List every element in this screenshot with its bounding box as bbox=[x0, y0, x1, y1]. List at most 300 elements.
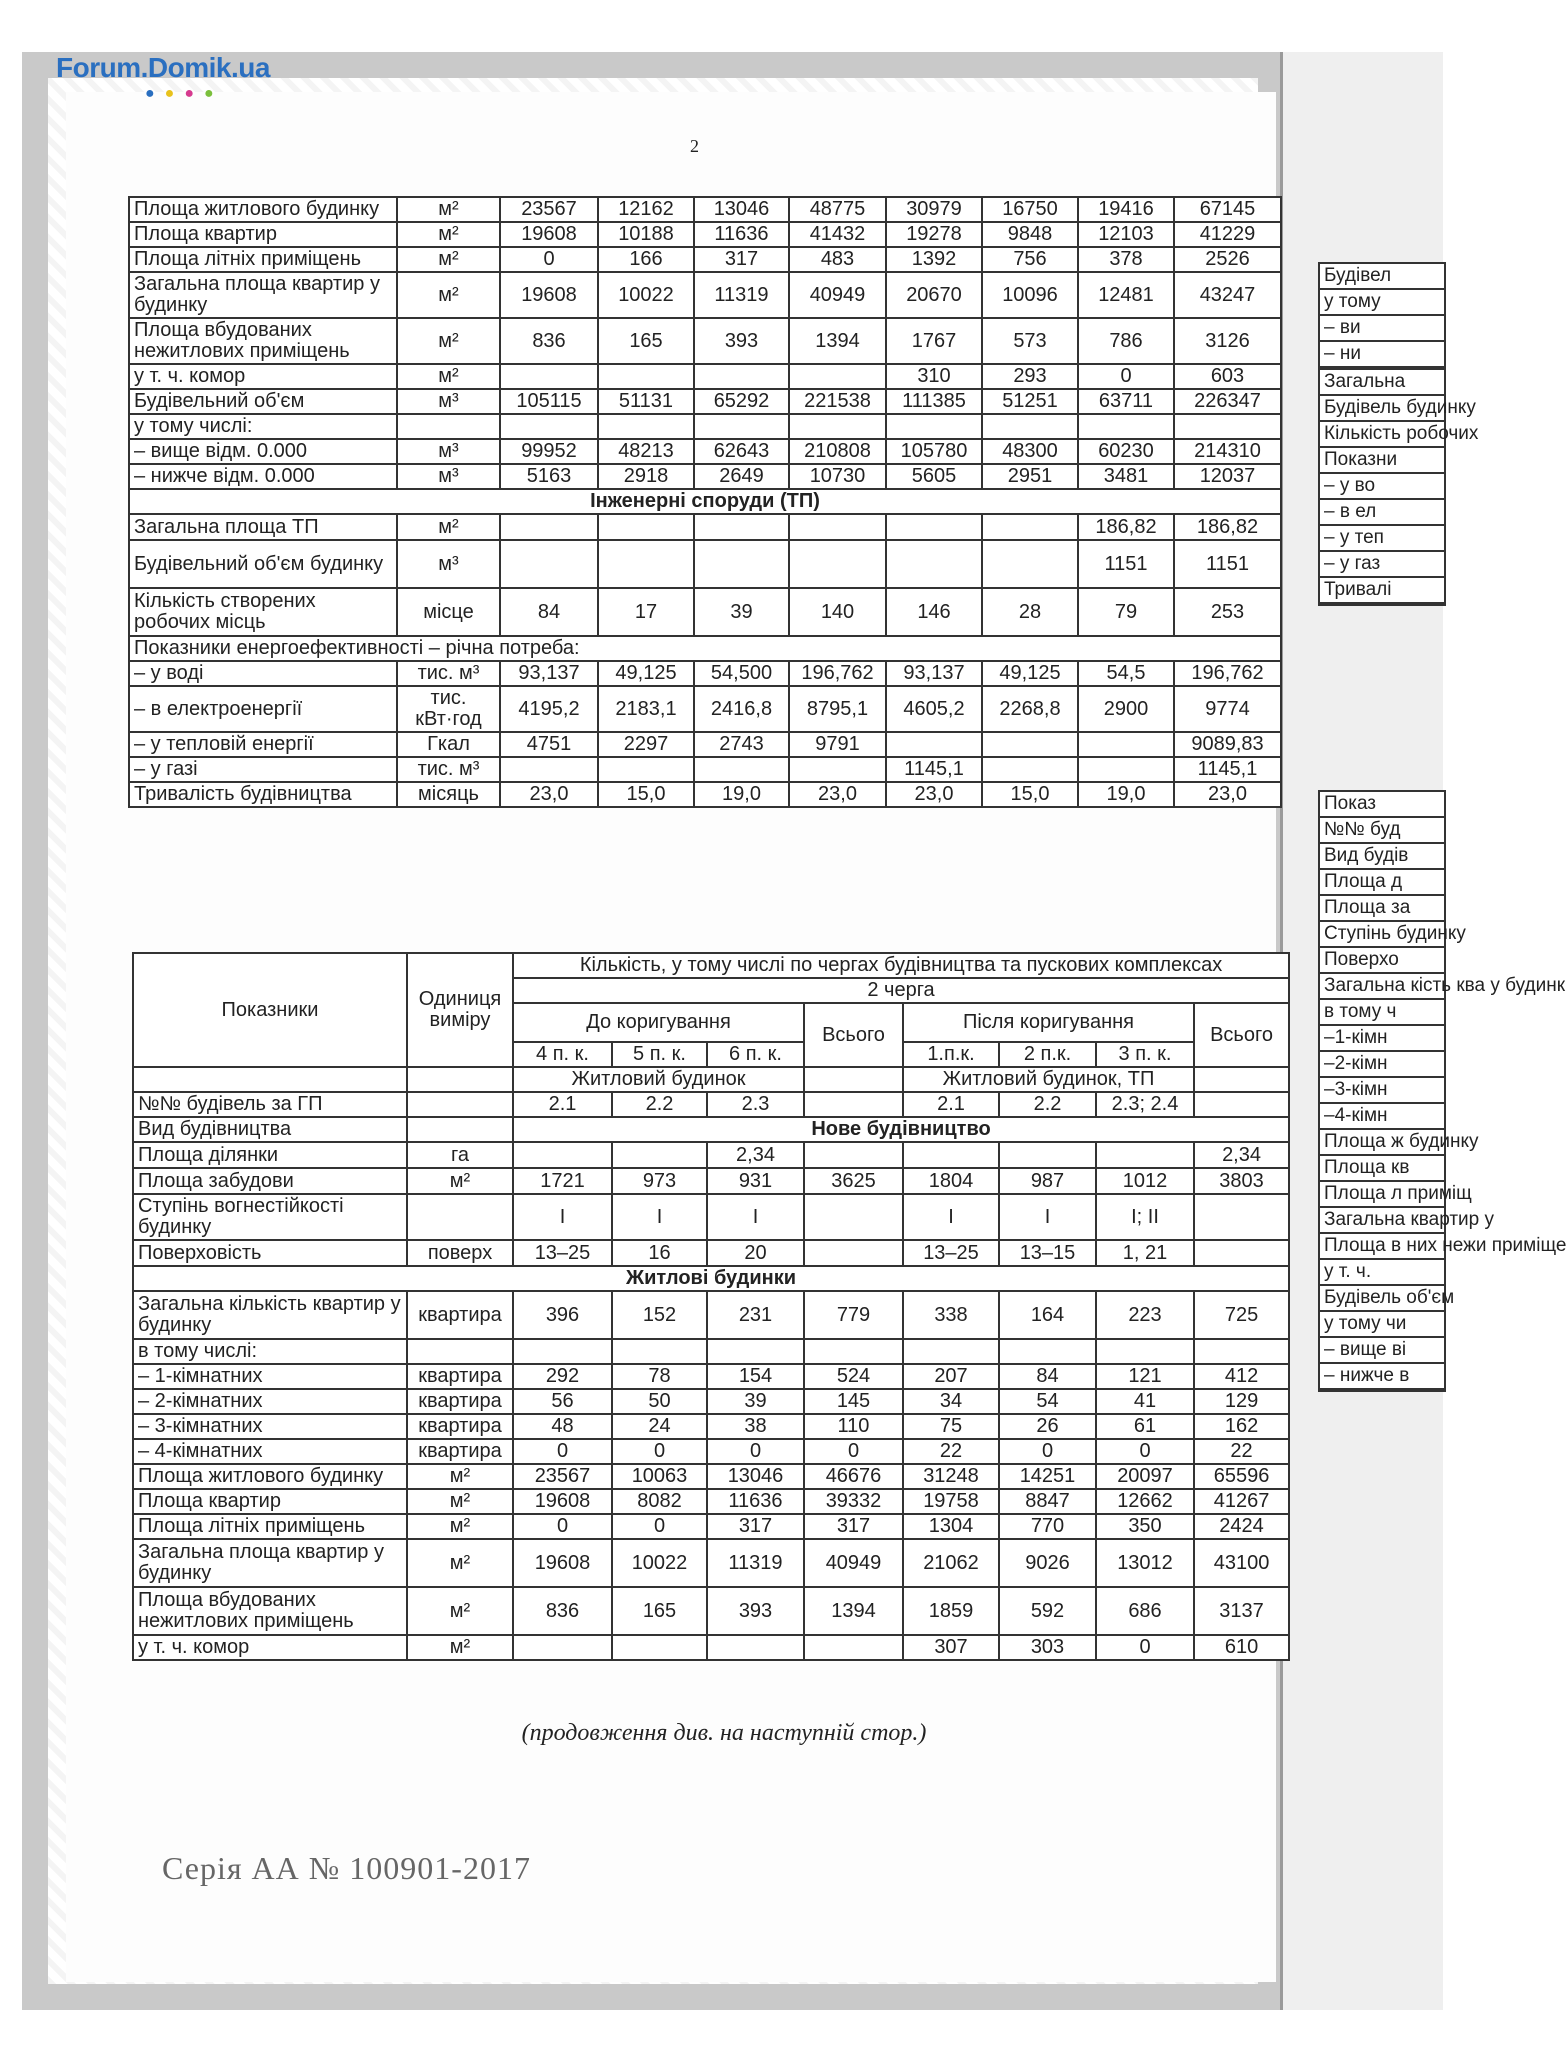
fragment-label: – у теп bbox=[1320, 526, 1444, 552]
row-unit: Гкал bbox=[397, 732, 500, 757]
table-cell: 973 bbox=[612, 1168, 707, 1194]
table-cell: 38 bbox=[707, 1414, 804, 1439]
table-cell: 196,762 bbox=[1174, 661, 1281, 686]
table-cell bbox=[694, 414, 789, 439]
table-cell bbox=[789, 757, 886, 782]
table-cell: 9026 bbox=[999, 1539, 1096, 1587]
section-row bbox=[133, 1266, 1289, 1291]
table-cell bbox=[694, 364, 789, 389]
row-unit: тис. кВт·год bbox=[397, 686, 500, 732]
table-cell: 9089,83 bbox=[1174, 732, 1281, 757]
table-cell: 31248 bbox=[903, 1464, 999, 1489]
table-cell: 393 bbox=[694, 318, 789, 364]
table-cell bbox=[1194, 1092, 1289, 1117]
table-cell bbox=[500, 414, 598, 439]
table-cell: 165 bbox=[598, 318, 694, 364]
table-cell: І bbox=[513, 1194, 612, 1240]
fragment-label: у тому bbox=[1320, 290, 1444, 316]
table-cell: 483 bbox=[789, 247, 886, 272]
table-row bbox=[133, 1142, 1289, 1168]
table-cell: 11636 bbox=[694, 222, 789, 247]
row-unit: м³ bbox=[397, 464, 500, 489]
table-row bbox=[129, 757, 1281, 782]
table-cell: 1304 bbox=[903, 1514, 999, 1539]
energy-header-row bbox=[129, 636, 1281, 661]
table-cell bbox=[513, 1339, 612, 1364]
table-cell: 186,82 bbox=[1174, 514, 1281, 540]
table-row bbox=[133, 1414, 1289, 1439]
table-cell: 79 bbox=[1078, 588, 1174, 636]
header-after: Після коригування bbox=[903, 1003, 1194, 1042]
table-cell: 1804 bbox=[903, 1168, 999, 1194]
table-cell bbox=[903, 1339, 999, 1364]
row-label: – 4-кімнатних bbox=[133, 1439, 407, 1464]
table-cell bbox=[513, 1142, 612, 1168]
table-cell: 2.1 bbox=[513, 1092, 612, 1117]
table-row bbox=[129, 588, 1281, 636]
table-row bbox=[129, 247, 1281, 272]
row-label: – вище відм. 0.000 bbox=[129, 439, 397, 464]
row-label: Площа житлового будинку bbox=[133, 1464, 407, 1489]
table-cell: 9774 bbox=[1174, 686, 1281, 732]
table-cell: 19608 bbox=[500, 272, 598, 318]
table-cell: 2.1 bbox=[903, 1092, 999, 1117]
table-row bbox=[129, 782, 1281, 807]
header-total-before: Всього bbox=[804, 1003, 903, 1067]
table-cell: 3126 bbox=[1174, 318, 1281, 364]
row-label: Площа квартир bbox=[133, 1489, 407, 1514]
table-cell: 4195,2 bbox=[500, 686, 598, 732]
table-cell: 2297 bbox=[598, 732, 694, 757]
fragment-label: Кількість робочих bbox=[1320, 422, 1444, 448]
table-cell: 0 bbox=[1096, 1635, 1194, 1660]
row-label: Площа літніх приміщень bbox=[129, 247, 397, 272]
fragment-label: Ступінь будинку bbox=[1320, 922, 1444, 948]
table-cell bbox=[694, 757, 789, 782]
table-cell: 8847 bbox=[999, 1489, 1096, 1514]
table-cell bbox=[694, 514, 789, 540]
table-cell: 1392 bbox=[886, 247, 982, 272]
header-spacer bbox=[133, 1067, 407, 1092]
table-cell: 19608 bbox=[513, 1539, 612, 1587]
table-cell bbox=[1194, 1194, 1289, 1240]
table-cell: 931 bbox=[707, 1168, 804, 1194]
energy-header: Показники енергоефективності – річна потреба: bbox=[129, 636, 1281, 661]
table-cell: 12662 bbox=[1096, 1489, 1194, 1514]
row-label: Площа ділянки bbox=[133, 1142, 407, 1168]
table-cell: 987 bbox=[999, 1168, 1096, 1194]
table-cell: 41229 bbox=[1174, 222, 1281, 247]
table-cell bbox=[598, 364, 694, 389]
table-cell: 2268,8 bbox=[982, 686, 1078, 732]
table-cell: 0 bbox=[1096, 1439, 1194, 1464]
table-cell: 0 bbox=[612, 1514, 707, 1539]
next-page-fragment-top bbox=[1318, 262, 1479, 606]
table-cell: 48 bbox=[513, 1414, 612, 1439]
row-label: Тривалість будівництва bbox=[129, 782, 397, 807]
fragment-label: Загальна кість ква у будинк bbox=[1320, 974, 1444, 1000]
table-cell: 725 bbox=[1194, 1291, 1289, 1339]
table-cell: 0 bbox=[612, 1439, 707, 1464]
table-cell: 105780 bbox=[886, 439, 982, 464]
table-cell bbox=[999, 1339, 1096, 1364]
table-cell: 2526 bbox=[1174, 247, 1281, 272]
table-cell: 2918 bbox=[598, 464, 694, 489]
header-col: 2 п.к. bbox=[999, 1042, 1096, 1067]
table-cell: І bbox=[707, 1194, 804, 1240]
table-cell: 54,5 bbox=[1078, 661, 1174, 686]
table-cell: 67145 bbox=[1174, 197, 1281, 222]
table-cell: 19608 bbox=[513, 1489, 612, 1514]
table-cell bbox=[804, 1635, 903, 1660]
table-row bbox=[133, 1194, 1289, 1240]
table-cell: 524 bbox=[804, 1364, 903, 1389]
table-cell: 154 bbox=[707, 1364, 804, 1389]
table-cell: 9791 bbox=[789, 732, 886, 757]
table-cell: 4605,2 bbox=[886, 686, 982, 732]
row-unit: м² bbox=[407, 1464, 513, 1489]
table-cell bbox=[1078, 414, 1174, 439]
table-row bbox=[129, 540, 1281, 588]
logo-dots-icon: ●●●● bbox=[145, 85, 224, 102]
table-cell: 0 bbox=[1078, 364, 1174, 389]
table-row bbox=[129, 364, 1281, 389]
row-label: Загальна площа квартир у будинку bbox=[129, 272, 397, 318]
header-spacer bbox=[804, 1067, 903, 1092]
table-cell: 56 bbox=[513, 1389, 612, 1414]
row-unit: м² bbox=[407, 1514, 513, 1539]
header-before: До коригування bbox=[513, 1003, 804, 1042]
table-cell: 43100 bbox=[1194, 1539, 1289, 1587]
table-cell: 1394 bbox=[789, 318, 886, 364]
table-cell bbox=[982, 540, 1078, 588]
header-spacer bbox=[407, 1067, 513, 1092]
row-label: Будівельний об'єм будинку bbox=[129, 540, 397, 588]
table-cell: 686 bbox=[1096, 1587, 1194, 1635]
table-cell: 396 bbox=[513, 1291, 612, 1339]
table-cell bbox=[999, 1142, 1096, 1168]
page-number: 2 bbox=[690, 136, 699, 156]
fragment-label: – ви bbox=[1320, 316, 1444, 342]
table-cell: 8082 bbox=[612, 1489, 707, 1514]
row-label: Будівельний об'єм bbox=[129, 389, 397, 414]
table-cell: 210808 bbox=[789, 439, 886, 464]
table-cell bbox=[804, 1194, 903, 1240]
row-unit: поверх bbox=[407, 1240, 513, 1266]
table-cell: 23,0 bbox=[1174, 782, 1281, 807]
table-cell: 93,137 bbox=[500, 661, 598, 686]
fragment-label: Вид будів bbox=[1320, 844, 1444, 870]
table-cell: 65292 bbox=[694, 389, 789, 414]
table-row bbox=[133, 1464, 1289, 1489]
row-unit bbox=[407, 1194, 513, 1240]
table-cell: 307 bbox=[903, 1635, 999, 1660]
table-cell: 207 bbox=[903, 1364, 999, 1389]
fragment-label: – вище ві bbox=[1320, 1338, 1444, 1364]
table-row bbox=[133, 1389, 1289, 1414]
row-label: – у тепловій енергії bbox=[129, 732, 397, 757]
table-cell: 0 bbox=[999, 1439, 1096, 1464]
table-cell bbox=[886, 540, 982, 588]
table-cell: 19608 bbox=[500, 222, 598, 247]
table-cell bbox=[1096, 1142, 1194, 1168]
table-cell: 1145,1 bbox=[1174, 757, 1281, 782]
table-cell: 2183,1 bbox=[598, 686, 694, 732]
row-unit: місяць bbox=[397, 782, 500, 807]
table-cell bbox=[1096, 1339, 1194, 1364]
table-cell bbox=[789, 540, 886, 588]
indicators-table-stage-2 bbox=[132, 952, 1290, 1661]
table-cell bbox=[500, 364, 598, 389]
table-cell: 164 bbox=[999, 1291, 1096, 1339]
header-quantity: Кількість, у тому числі по чергах будівництва та пускових комплексах bbox=[513, 953, 1289, 978]
table-cell bbox=[707, 1635, 804, 1660]
row-unit: квартира bbox=[407, 1364, 513, 1389]
table-row bbox=[129, 414, 1281, 439]
table-cell: 46676 bbox=[804, 1464, 903, 1489]
row-unit bbox=[407, 1117, 513, 1142]
row-unit: м² bbox=[397, 272, 500, 318]
row-label: у т. ч. комор bbox=[133, 1635, 407, 1660]
row-unit bbox=[407, 1339, 513, 1364]
header-col: 4 п. к. bbox=[513, 1042, 612, 1067]
table-cell: 145 bbox=[804, 1389, 903, 1414]
table-cell: 12037 bbox=[1174, 464, 1281, 489]
row-unit: га bbox=[407, 1142, 513, 1168]
table-cell: 11636 bbox=[707, 1489, 804, 1514]
table-cell: 1721 bbox=[513, 1168, 612, 1194]
table-cell bbox=[598, 514, 694, 540]
table-cell: 39 bbox=[694, 588, 789, 636]
table-cell bbox=[612, 1635, 707, 1660]
table-cell: 303 bbox=[999, 1635, 1096, 1660]
table-cell: 49,125 bbox=[598, 661, 694, 686]
table-cell: 12103 bbox=[1078, 222, 1174, 247]
table-cell: І bbox=[903, 1194, 999, 1240]
table-cell: 592 bbox=[999, 1587, 1096, 1635]
table-cell: 20670 bbox=[886, 272, 982, 318]
row-unit: м² bbox=[407, 1539, 513, 1587]
table-cell: 41 bbox=[1096, 1389, 1194, 1414]
header-col: 5 п. к. bbox=[612, 1042, 707, 1067]
fragment-label: Площа за bbox=[1320, 896, 1444, 922]
table-cell: 196,762 bbox=[789, 661, 886, 686]
table-cell: 41267 bbox=[1194, 1489, 1289, 1514]
table-cell bbox=[789, 514, 886, 540]
table-cell: І bbox=[612, 1194, 707, 1240]
section-engineering: Інженерні споруди (ТП) bbox=[129, 489, 1281, 514]
table-cell: 12162 bbox=[598, 197, 694, 222]
row-label: Ступінь вогнестійкості будинку bbox=[133, 1194, 407, 1240]
header-building-after: Житловий будинок, ТП bbox=[903, 1067, 1194, 1092]
row-unit: м³ bbox=[397, 439, 500, 464]
fragment-label: Загальна квартир у bbox=[1320, 1208, 1444, 1234]
table-cell: 756 bbox=[982, 247, 1078, 272]
row-label: Вид будівництва bbox=[133, 1117, 407, 1142]
table-cell bbox=[1194, 1339, 1289, 1364]
table-cell: 129 bbox=[1194, 1389, 1289, 1414]
table-cell: 412 bbox=[1194, 1364, 1289, 1389]
header-col: 3 п. к. bbox=[1096, 1042, 1194, 1067]
table-cell: 0 bbox=[707, 1439, 804, 1464]
table-cell: 84 bbox=[999, 1364, 1096, 1389]
row-label: – у газі bbox=[129, 757, 397, 782]
table-cell: 1151 bbox=[1078, 540, 1174, 588]
table-cell: 2424 bbox=[1194, 1514, 1289, 1539]
table-cell: 43247 bbox=[1174, 272, 1281, 318]
fragment-label: Поверхо bbox=[1320, 948, 1444, 974]
table-row bbox=[129, 686, 1281, 732]
table-cell: І bbox=[999, 1194, 1096, 1240]
table-cell: 378 bbox=[1078, 247, 1174, 272]
row-unit: м² bbox=[397, 222, 500, 247]
row-label: Загальна кількість квартир у будинку bbox=[133, 1291, 407, 1339]
table-cell: 317 bbox=[804, 1514, 903, 1539]
table-cell: 40949 bbox=[789, 272, 886, 318]
table-row bbox=[133, 1539, 1289, 1587]
table-cell: 111385 bbox=[886, 389, 982, 414]
fragment-label: – в ел bbox=[1320, 500, 1444, 526]
header-col: 1.п.к. bbox=[903, 1042, 999, 1067]
indicators-table-stage-1 bbox=[128, 196, 1282, 808]
table-cell: 293 bbox=[982, 364, 1078, 389]
row-label: у т. ч. комор bbox=[129, 364, 397, 389]
table-cell: 2743 bbox=[694, 732, 789, 757]
table-cell: 253 bbox=[1174, 588, 1281, 636]
table-cell: 20097 bbox=[1096, 1464, 1194, 1489]
table-cell bbox=[1078, 757, 1174, 782]
table-cell: 10022 bbox=[612, 1539, 707, 1587]
table-cell: 4751 bbox=[500, 732, 598, 757]
row-label: – 1-кімнатних bbox=[133, 1364, 407, 1389]
row-unit: м² bbox=[407, 1168, 513, 1194]
row-unit: м³ bbox=[397, 389, 500, 414]
section-residential: Житлові будинки bbox=[133, 1266, 1289, 1291]
table-cell: 10188 bbox=[598, 222, 694, 247]
table-cell: 1394 bbox=[804, 1587, 903, 1635]
row-unit: тис. м³ bbox=[397, 757, 500, 782]
table-cell: 3625 bbox=[804, 1168, 903, 1194]
table-cell: 603 bbox=[1174, 364, 1281, 389]
table-row bbox=[133, 1489, 1289, 1514]
table-cell bbox=[598, 540, 694, 588]
table-cell: 23567 bbox=[513, 1464, 612, 1489]
table-row bbox=[133, 1514, 1289, 1539]
table-cell: 13–25 bbox=[513, 1240, 612, 1266]
table-cell bbox=[598, 414, 694, 439]
table-cell: 48775 bbox=[789, 197, 886, 222]
table-cell: 1, 21 bbox=[1096, 1240, 1194, 1266]
table-cell: 786 bbox=[1078, 318, 1174, 364]
table-cell bbox=[982, 414, 1078, 439]
row-label: – в електроенергії bbox=[129, 686, 397, 732]
fragment-label: Тривалі bbox=[1320, 578, 1444, 604]
row-label: Загальна площа квартир у будинку bbox=[133, 1539, 407, 1587]
fragment-label: Будівель будинку bbox=[1320, 396, 1444, 422]
table-cell bbox=[500, 514, 598, 540]
table-cell: 3481 bbox=[1078, 464, 1174, 489]
table-cell: 1145,1 bbox=[886, 757, 982, 782]
table-cell: 22 bbox=[903, 1439, 999, 1464]
row-unit: м² bbox=[397, 247, 500, 272]
row-unit: тис. м³ bbox=[397, 661, 500, 686]
row-unit: м² bbox=[407, 1587, 513, 1635]
table-row bbox=[133, 1364, 1289, 1389]
table-cell bbox=[500, 540, 598, 588]
table-cell: 165 bbox=[612, 1587, 707, 1635]
table-cell bbox=[1194, 1240, 1289, 1266]
table-cell: 23,0 bbox=[789, 782, 886, 807]
table-cell: 13012 bbox=[1096, 1539, 1194, 1587]
row-label: – нижче відм. 0.000 bbox=[129, 464, 397, 489]
row-label: – 2-кімнатних bbox=[133, 1389, 407, 1414]
fragment-label: Показ bbox=[1320, 792, 1444, 818]
table-cell: 62643 bbox=[694, 439, 789, 464]
table-cell: 49,125 bbox=[982, 661, 1078, 686]
table-cell: 226347 bbox=[1174, 389, 1281, 414]
table-cell: 84 bbox=[500, 588, 598, 636]
table-row bbox=[129, 732, 1281, 757]
table-cell bbox=[694, 540, 789, 588]
table-cell: 8795,1 bbox=[789, 686, 886, 732]
header-stage: 2 черга bbox=[513, 978, 1289, 1003]
row-unit: місце bbox=[397, 588, 500, 636]
table-cell: 186,82 bbox=[1078, 514, 1174, 540]
table-cell: 836 bbox=[513, 1587, 612, 1635]
table-cell: 317 bbox=[694, 247, 789, 272]
table-cell: 2416,8 bbox=[694, 686, 789, 732]
table-cell bbox=[982, 757, 1078, 782]
row-unit bbox=[397, 414, 500, 439]
table-cell: 0 bbox=[513, 1514, 612, 1539]
fragment-label: –4-кімн bbox=[1320, 1104, 1444, 1130]
table-cell: 2.2 bbox=[612, 1092, 707, 1117]
table-cell: 2900 bbox=[1078, 686, 1174, 732]
table-cell: 24 bbox=[612, 1414, 707, 1439]
fragment-label: №№ буд bbox=[1320, 818, 1444, 844]
row-unit: м² bbox=[397, 318, 500, 364]
table-cell: 19,0 bbox=[694, 782, 789, 807]
row-unit: квартира bbox=[407, 1291, 513, 1339]
table-cell: 1151 bbox=[1174, 540, 1281, 588]
table-cell: 146 bbox=[886, 588, 982, 636]
table-cell: 610 bbox=[1194, 1635, 1289, 1660]
table-cell bbox=[903, 1142, 999, 1168]
site-logo[interactable]: Forum.Domik.ua bbox=[56, 52, 270, 83]
table-cell: 23567 bbox=[500, 197, 598, 222]
table-cell bbox=[886, 732, 982, 757]
fragment-label: Площа д bbox=[1320, 870, 1444, 896]
row-label: №№ будівель за ГП bbox=[133, 1092, 407, 1117]
table-cell bbox=[982, 732, 1078, 757]
table-cell: 770 bbox=[999, 1514, 1096, 1539]
table-cell bbox=[513, 1635, 612, 1660]
fragment-label: Будівель об'єм bbox=[1320, 1286, 1444, 1312]
table-row bbox=[129, 389, 1281, 414]
table-cell: 2,34 bbox=[707, 1142, 804, 1168]
table-cell: 13–15 bbox=[999, 1240, 1096, 1266]
table-cell: 23,0 bbox=[886, 782, 982, 807]
table-row bbox=[133, 1339, 1289, 1364]
table-cell bbox=[982, 514, 1078, 540]
table-cell: 48213 bbox=[598, 439, 694, 464]
fragment-label: Показни bbox=[1320, 448, 1444, 474]
table-row bbox=[133, 1291, 1289, 1339]
table-cell bbox=[886, 414, 982, 439]
header-building-before: Житловий будинок bbox=[513, 1067, 804, 1092]
header-row-1 bbox=[133, 953, 1289, 978]
table-cell: 15,0 bbox=[598, 782, 694, 807]
